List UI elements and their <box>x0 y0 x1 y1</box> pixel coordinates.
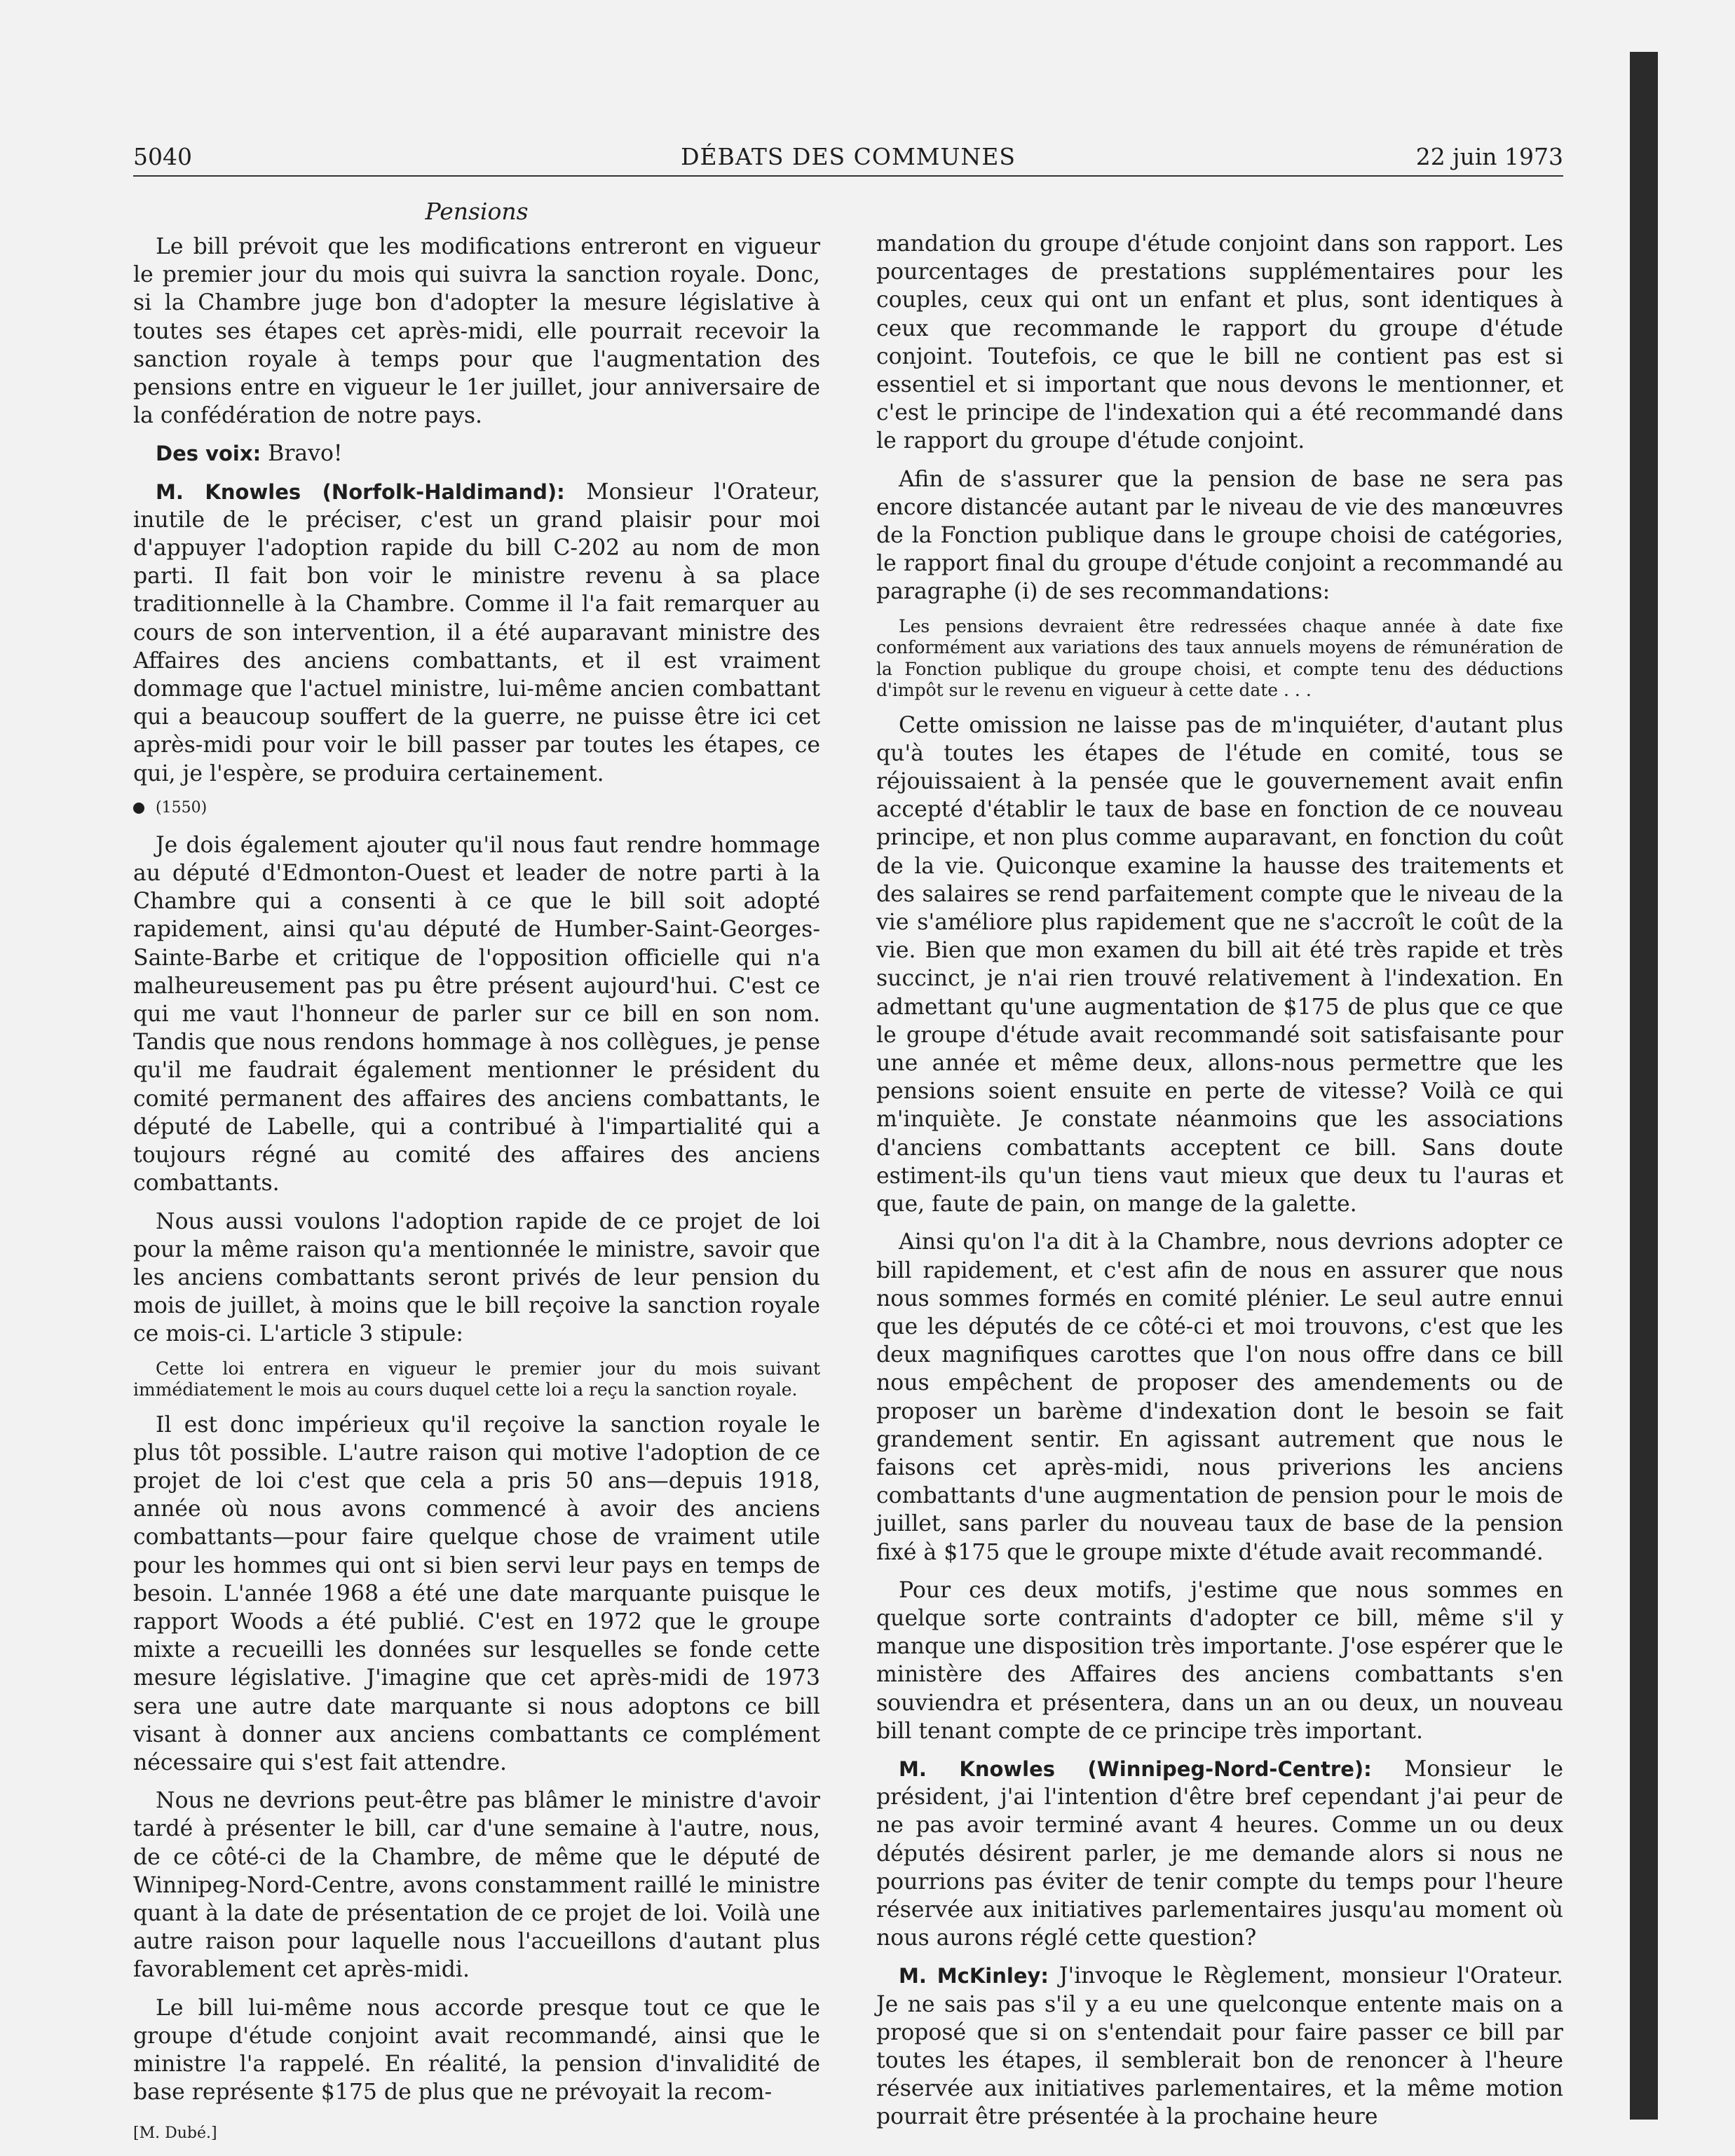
speaker-name: Des voix: <box>156 442 261 466</box>
speaker-paragraph <box>133 478 820 788</box>
paragraph: Il est donc impérieux qu'il reçoive la sanction royale le plus tôt possible. L'autre raison qui motive l'adoption de ce projet de loi c'est que cela a pris 50 ans—depuis 1918, année où nous avons commencé à avoir des anciens combattants—pour faire quelque chose de vraiment utile pour les hommes qui ont si bien servi leur pays en temps de besoin. L'année 1968 a été une date marquante puisque le rapport Woods a été publié. C'est en 1972 que le groupe mixte a recueilli les données sur lesquelles se fonde cette mesure législative. J'imagine que cet après-midi de 1973 sera une autre date marquante si nous adoptons ce bill visant à donner aux anciens combattants ce complément nécessaire qui s'est fait attendre. <box>133 1412 820 1775</box>
speech-text: Monsieur le président, j'ai l'intention d'être bref cependant j'ai peur de ne pas avoir terminé avant 4 heures. Comme un ou deux députés désirent parler, je me demande alors si nous ne pourrions pas éviter de tenir compte du temps pour l'heure réservée aux initiatives parlementaires jusqu'au moment où nous aurons réglé cette question? <box>876 1756 1563 1951</box>
paragraph: mandation du groupe d'étude conjoint dans son rapport. Les pourcentages de prestations supplémentaires pour les couples, ceux qui ont un enfant et plus, sont identiques à ceux que recommande le rapport du groupe d'étude conjoint. Toutefois, ce que le bill ne contient pas est si essentiel et si important que nous devons le mentionner, et c'est le principe de l'indexation qui a été recommandé dans le rapport du groupe d'étude conjoint. <box>876 231 1563 454</box>
speaker-paragraph <box>876 1962 1563 2131</box>
speech-text: Bravo! <box>261 441 343 467</box>
running-header <box>133 140 1563 177</box>
speech-text: J'invoque le Règlement, monsieur l'Orateur. Je ne sais pas s'il y a eu une quelconque entente mais on a proposé que si on s'entendait pour faire passer ce bill par toutes les étapes, il semblerait bon de renoncer à l'heure réservée aux initiatives parlementaires, et la même motion pourrait être présentée à la prochaine heure <box>876 1963 1563 2130</box>
paragraph: Le bill lui-même nous accorde presque tout ce que le groupe d'étude conjoint avait recommandé, ainsi que le ministre l'a rappelé. En réalité, la pension d'invalidité de base représente $175 de plus que ne prévoyait la recom- <box>133 1995 820 2106</box>
block-quote: Les pensions devraient être redressées chaque année à date fixe conformément aux variations des taux annuels moyens de rémunération de la Fonction publique du groupe choisi, et compte tenu des déductions d'impôt sur le revenu en vigueur à cette date . . . <box>876 615 1563 701</box>
paragraph: Ainsi qu'on l'a dit à la Chambre, nous devrions adopter ce bill rapidement, et c'est afin de nous en assurer que nous nous sommes formés en comité plénier. Le seul autre ennui que les députés de ce côté-ci et moi trouvons, c'est que les deux magnifiques carottes que l'on nous offre dans ce bill nous empêchent de proposer des amendements ou de proposer un barème d'indexation dont le besoin se fait grandement sentir. En agissant autrement que nous le faisons cet après-midi, nous priverions les anciens combattants d'une augmentation de pension pour le mois de juillet, sans parler du nouveau taux de base de la pension fixé à $175 que le groupe mixte d'étude avait recommandé. <box>876 1229 1563 1565</box>
speech-text: Monsieur l'Orateur, inutile de le préciser, c'est un grand plaisir pour moi d'appuyer l'adoption rapide du bill C-202 au nom de mon parti. Il fait bon voir le ministre revenu à sa place traditionnelle à la Chambre. Comme il l'a fait remarquer au cours de son intervention, il a été auparavant ministre des Affaires des anciens combattants, et il est vraiment dommage que l'actuel ministre, lui-même ancien combattant qui a beaucoup souffert de la guerre, ne puisse être ici cet après-midi pour voir le bill passer par toutes les étapes, ce qui, je l'espère, se produira certainement. <box>133 479 821 786</box>
page-number: 5040 <box>133 143 192 170</box>
time-marker-label: (1550) <box>156 798 207 817</box>
paragraph: Le bill prévoit que les modifications entreront en vigueur le premier jour du mois qui suivra la sanction royale. Donc, si la Chambre juge bon d'adopter la mesure législative à toutes ses étapes cet après-midi, elle pourrait recevoir la sanction royale à temps pour que l'augmentation des pensions entre en vigueur le 1er juillet, jour anniversaire de la confédération de notre pays. <box>133 234 820 429</box>
publication-date: 22 juin 1973 <box>1415 143 1563 170</box>
block-quote: Cette loi entrera en vigueur le premier jour du mois suivant immédiatement le mois au cours duquel cette loi a reçu la sanction royale. <box>133 1358 820 1400</box>
paragraph: Nous ne devrions peut-être pas blâmer le ministre d'avoir tardé à présenter le bill, car d'une semaine à l'autre, nous, de ce côté-ci de la Chambre, de même que le député de Winnipeg-Nord-Centre, avons constamment raillé le ministre quant à la date de présentation de ce projet de loi. Voilà une autre raison pour laquelle nous l'accueillons d'autant plus favorablement cet après-midi. <box>133 1788 820 1983</box>
paragraph: Cette omission ne laisse pas de m'inquiéter, d'autant plus qu'à toutes les étapes de l'étude en comité, tous se réjouissaient à la pensée que le gouvernement avait enfin accepté d'établir le taux de base en fonction de ce nouveau principe, et non plus comme auparavant, en fonction du coût de la vie. Quiconque examine la hausse des traitements et des salaires se rend parfaitement compte que le niveau de la vie s'améliore plus rapidement que ne s'accroît le coût de la vie. Bien que mon examen du bill ait été très rapide et très succinct, je n'ai rien trouvé relativement à l'indexation. En admettant qu'une augmentation de $175 de plus que ce que le groupe d'étude avait recommandé soit satisfaisante pour une année et même deux, allons-nous permettre que les pensions soient ensuite en perte de vitesse? Voilà ce qui m'inquiète. Je constate néanmoins que les associations d'anciens combattants acceptent ce bill. Sans doute estiment-ils qu'un tiens vaut mieux que deux tu l'auras et que, faute de pain, on mange de la galette. <box>876 712 1563 1217</box>
hansard-page <box>133 140 1563 2143</box>
speaker-name: M. Knowles (Norfolk-Haldimand): <box>156 479 565 504</box>
speaker-paragraph <box>133 439 820 468</box>
attribution: [M. Dubé.] <box>133 2124 217 2143</box>
left-column <box>133 196 820 2142</box>
right-column <box>876 230 1563 2141</box>
publication-title: DÉBATS DES COMMUNES <box>681 143 1016 170</box>
time-marker <box>133 798 820 819</box>
paragraph: Nous aussi voulons l'adoption rapide de ce projet de loi pour la même raison qu'a mentionnée le ministre, savoir que les anciens combattants seront privés de leur pension du mois de juillet, à moins que le bill reçoive la sanction royale ce mois-ci. L'article 3 stipule: <box>133 1208 820 1347</box>
bullet-icon <box>133 803 144 814</box>
paragraph: Pour ces deux motifs, j'estime que nous sommes en quelque sorte contraints d'adopter ce bill, même s'il y manque une disposition très importante. J'ose espérer que le ministère des Affaires des anciens combattants s'en souviendra et présentera, dans un an ou deux, un nouveau bill tenant compte de ce principe très important. <box>876 1577 1563 1744</box>
speaker-paragraph <box>876 1755 1563 1952</box>
speaker-name: M. McKinley: <box>899 1964 1049 1988</box>
paragraph: Afin de s'assurer que la pension de base ne sera pas encore distancée autant par le niveau de vie des manœuvres de la Fonction publique dans le groupe choisi de catégories, le rapport final du groupe d'étude conjoint a recommandé au paragraphe (i) de ses recommandations: <box>876 466 1563 605</box>
speaker-name: M. Knowles (Winnipeg-Nord-Centre): <box>899 1756 1372 1781</box>
scan-border <box>1630 52 1658 2120</box>
paragraph: Je dois également ajouter qu'il nous faut rendre hommage au député d'Edmonton-Ouest et leader de notre parti à la Chambre qui a consenti à ce que le bill soit adopté rapidement, ainsi qu'au député de Humber-Saint-Georges-Sainte-Barbe et critique de l'opposition officielle qui n'a malheureusement pas pu être présent aujourd'hui. C'est ce qui me vaut l'honneur de parler sur ce bill en son nom. Tandis que nous rendons hommage à nos collègues, je pense qu'il me faudrait également mentionner le président du comité permanent des affaires des anciens combattants, le député de Labelle, qui a contribué à l'impartialité qui a toujours régné au comité des affaires des anciens combattants. <box>133 832 820 1196</box>
section-title: Pensions <box>425 198 529 225</box>
